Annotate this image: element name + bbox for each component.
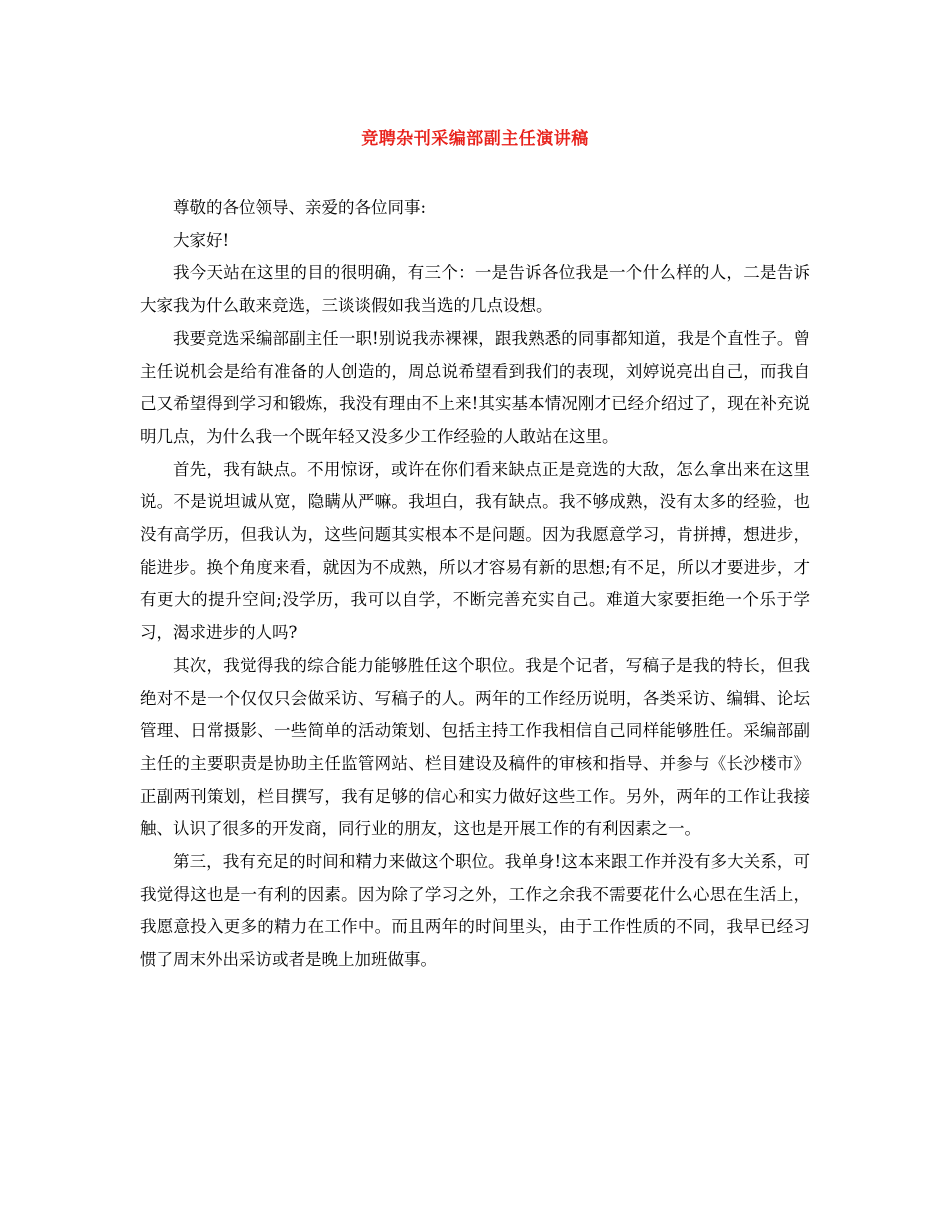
paragraph-salutation: 尊敬的各位领导、亲爱的各位同事: — [173, 198, 427, 217]
document-title: 竞聘杂刊采编部副主任演讲稿 — [361, 129, 589, 149]
paragraph-greeting: 大家好! — [173, 230, 230, 250]
paragraph-position: 我要竞选采编部副主任一职!别说我赤裸裸，跟我熟悉的同事都知道，我是个直性子。曾主任说机会是给有准备的人创造的，周总说希望看到我们的表现，刘婷说亮出自己，而我自己又希望得到学习和锻炼，我没有理由不上来!其实基本情况刚才已经介绍过了，现在补充说明几点，为什么我一个既年轻又没多少工作经验的人敢站在这里。 — [140, 328, 810, 446]
paragraph-second: 其次，我觉得我的综合能力能够胜任这个职位。我是个记者，写稿子是我的特长，但我绝对不是一个仅仅只会做采访、写稿子的人。两年的工作经历说明，各类采访、编辑、论坛管理、日常摄影、一些简单的活动策划、包括主持工作我相信自己同样能够胜任。采编部副主任的主要职责是协助主任监管网站、栏目建设及稿件的审核和指导、并参与《长沙楼市》正副两刊策划，栏目撰写，我有足够的信心和实力做好这些工作。另外，两年的工作让我接触、认识了很多的开发商，同行业的朋友，这也是开展工作的有利因素之一。 — [140, 655, 810, 839]
paragraph-intro: 我今天站在这里的目的很明确，有三个：一是告诉各位我是一个什么样的人，二是告诉大家我为什么敢来竞选，三谈谈假如我当选的几点设想。 — [140, 263, 810, 316]
document-body — [140, 192, 810, 977]
paragraph-third: 第三，我有充足的时间和精力来做这个职位。我单身!这本来跟工作并没有多大关系，可我觉得这也是一有利的因素。因为除了学习之外，工作之余我不需要花什么心思在生活上，我愿意投入更多的精力在工作中。而且两年的时间里头，由于工作性质的不同，我早已经习惯了周末外出采访或者是晚上加班做事。 — [140, 852, 810, 970]
paragraph-first: 首先，我有缺点。不用惊讶，或许在你们看来缺点正是竞选的大敌，怎么拿出来在这里说。不是说坦诚从宽，隐瞒从严嘛。我坦白，我有缺点。我不够成熟，没有太多的经验，也没有高学历，但我认为，这些问题其实根本不是问题。因为我愿意学习，肯拼搏，想进步，能进步。换个角度来看，就因为不成熟，所以才容易有新的思想;有不足，所以才要进步，才有更大的提升空间;没学历，我可以自学，不断完善充实自己。难道大家要拒绝一个乐于学习，渴求进步的人吗? — [140, 459, 810, 643]
